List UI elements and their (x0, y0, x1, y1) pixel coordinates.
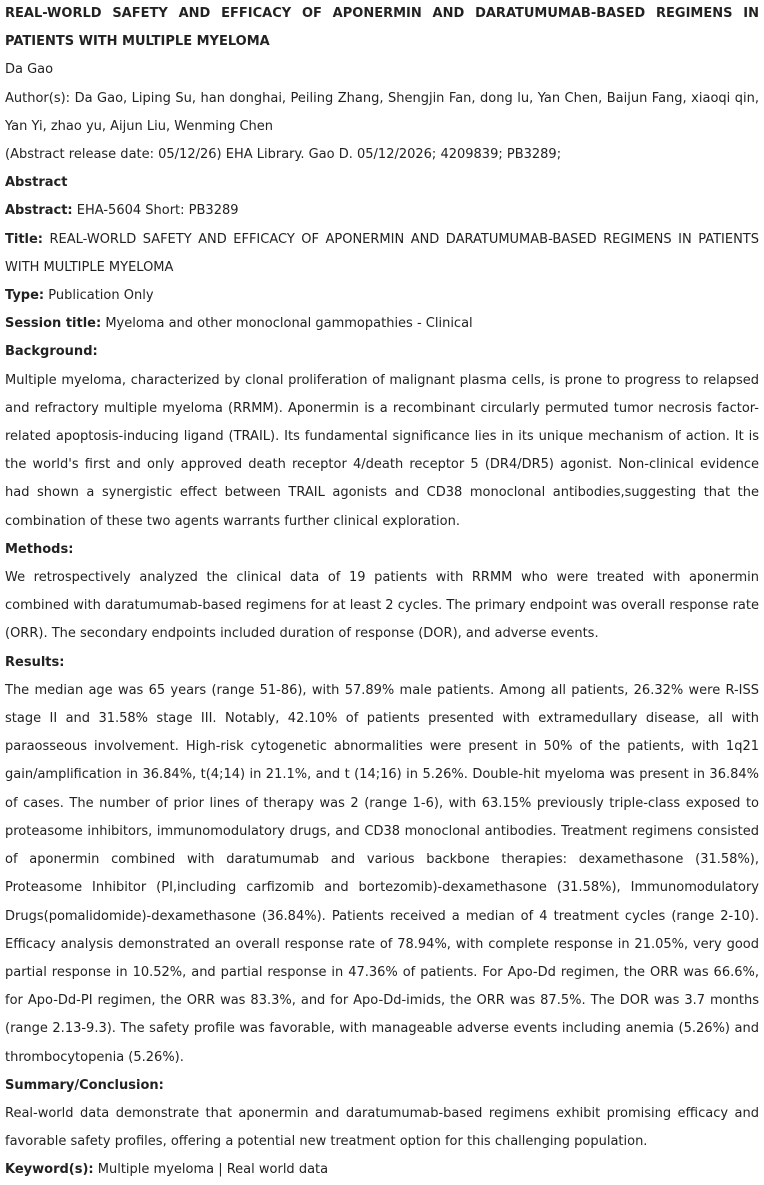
keywords-line (5, 1156, 759, 1184)
title-field-value: REAL-WORLD SAFETY AND EFFICACY OF APONERMIN AND DARATUMUMAB-BASED REGIMENS IN PATIENTS WITH MULTIPLE MYELOMA (5, 231, 759, 275)
type-line (5, 282, 759, 310)
abstract-heading: Abstract (5, 175, 68, 191)
background-text: Multiple myeloma, characterized by clonal proliferation of malignant plasma cells, is prone to progress to relapsed and refractory multiple myeloma (RRMM). Aponermin is a recombinant circularly permuted tumor necrosis factor-related apoptosis-inducing ligand (TRAIL). Its fundamental significance lies in its unique mechanism of action. It is the world's first and only approved death receptor 4/death receptor 5 (DR4/DR5) agonist. Non-clinical evidence had shown a synergistic effect between TRAIL agonists and CD38 monoclonal antibodies,suggesting that the combination of these two agents warrants further clinical exploration. (5, 372, 759, 529)
results-text: The median age was 65 years (range 51-86), with 57.89% male patients. Among all patients, 26.32% were R-ISS stage II and 31.58% stage III. Notably, 42.10% of patients presented with extramedullary disease, all with paraosseous involvement. High-risk cytogenetic abnormalities were present in 50% of the patients, with 1q21 gain/amplification in 36.84%, t(4;14) in 21.1%, and t (14;16) in 5.26%. Double-hit myeloma was present in 36.84% of cases. The number of prior lines of therapy was 2 (range 1-6), with 63.15% previously triple-class exposed to proteasome inhibitors, immunomodulatory drugs, and CD38 monoclonal antibodies. Treatment regimens consisted of aponermin combined with daratumumab and various backbone therapies: dexamethasone (31.58%), Proteasome Inhibitor (PI,including carfizomib and bortezomib)-dexamethasone (31.58%), Immunomodulatory Drugs(pomalidomide)-dexamethasone (36.84%). Patients received a median of 4 treatment cycles (range 2-10). Efficacy analysis demonstrated an overall response rate of 78.94%, with complete response in 21.05%, very good partial response in 10.52%, and partial response in 47.36% of patients. For Apo-Dd regimen, the ORR was 66.6%, for Apo-Dd-PI regimen, the ORR was 83.3%, and for Apo-Dd-imids, the ORR was 87.5%. The DOR was 3.7 months (range 2.13-9.3). The safety profile was favorable, with manageable adverse events including anemia (5.26%) and thrombocytopenia (5.26%). (5, 682, 759, 1065)
summary-text: Real-world data demonstrate that aponermin and daratumumab-based regimens exhibit promising efficacy and favorable safety profiles, offering a potential new treatment option for this challenging population. (5, 1105, 759, 1150)
abstract-id-line (5, 197, 759, 225)
type-value: Publication Only (48, 288, 154, 304)
abstract-title: REAL-WORLD SAFETY AND EFFICACY OF APONERMIN AND DARATUMUMAB-BASED REGIMENS IN PATIENTS WITH MULTIPLE MYELOMA (5, 6, 759, 50)
abstract-id-value: EHA-5604 Short: PB3289 (76, 203, 239, 219)
title-field-label: Title: (5, 231, 44, 247)
background-heading: Background: (5, 344, 98, 360)
release-line: (Abstract release date: 05/12/26) EHA Library. Gao D. 05/12/2026; 4209839; PB3289; (5, 147, 562, 163)
presenter-name: Da Gao (5, 62, 54, 78)
methods-heading: Methods: (5, 541, 74, 557)
session-value: Myeloma and other monoclonal gammopathies - Clinical (105, 316, 473, 332)
abstract-id-label: Abstract: (5, 203, 73, 219)
methods-text: We retrospectively analyzed the clinical data of 19 patients with RRMM who were treated with aponermin combined with daratumumab-based regimens for at least 2 cycles. The primary endpoint was overall response rate (ORR). The secondary endpoints included duration of response (DOR), and adverse events. (5, 570, 759, 642)
keywords-label: Keyword(s): (5, 1162, 94, 1178)
results-heading: Results: (5, 654, 65, 670)
authors-line (5, 85, 759, 141)
authors-value: Da Gao, Liping Su, han donghai, Peiling Zhang, Shengjin Fan, dong lu, Yan Chen, Baijun Fang, xiaoqi qin, Yan Yi, zhao yu, Aijun Liu, Wenming Chen (5, 90, 759, 134)
session-line (5, 310, 759, 338)
type-label: Type: (5, 288, 45, 304)
session-label: Session title: (5, 316, 102, 332)
summary-heading: Summary/Conclusion: (5, 1077, 164, 1093)
authors-label: Author(s): (5, 90, 71, 106)
title-field-line (5, 226, 759, 282)
keywords-value: Multiple myeloma | Real world data (97, 1162, 329, 1178)
